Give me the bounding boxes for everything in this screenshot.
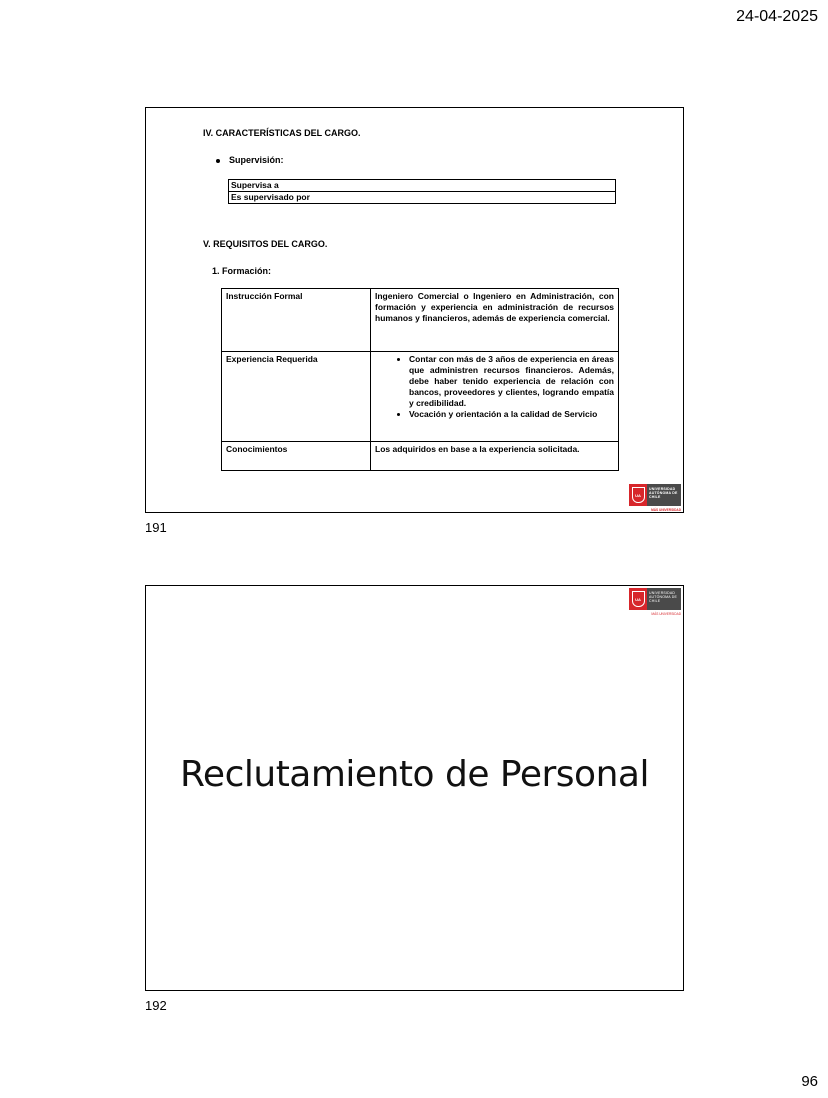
page-number: 96 [801,1073,818,1090]
requirement-text: Los adquiridos en base a la experiencia solicitada. [371,442,619,471]
section-heading-v: V. REQUISITOS DEL CARGO. [203,239,328,249]
logo-tagline: MÁS UNIVERSIDAD [651,508,681,512]
supervision-bullet [216,155,284,165]
supervision-cell: Es supervisado por [229,192,616,204]
requirements-table [221,288,619,471]
table-row [222,289,619,352]
shield-letters: UA [632,591,645,607]
list-item: • Vocación y orientación a la calidad de Servicio [409,409,614,420]
page-date: 24-04-2025 [736,8,818,25]
slide-191 [145,107,684,513]
requirement-bullets [371,352,619,442]
requirement-label: Conocimientos [222,442,371,471]
requirement-label: Instrucción Formal [222,289,371,352]
section-heading-iv: IV. CARACTERÍSTICAS DEL CARGO. [203,128,361,138]
slide-number: 191 [145,520,167,535]
bullet-dot-icon [216,159,220,163]
university-logo [629,484,681,512]
table-row [222,352,619,442]
university-logo [629,588,681,616]
requirement-text: Ingeniero Comercial o Ingeniero en Administración, con formación y experiencia en administración de recursos humanos y financieros, además de experiencia comercial. [371,289,619,352]
logo-text: UNIVERSIDAD AUTÓNOMA DE CHILE [647,588,681,610]
supervision-label: Supervisión: [229,155,284,165]
list-item: • Contar con más de 3 años de experiencia en áreas que administren recursos financieros. Además, debe haber tenido experiencia de relación con bancos, proveedores y clientes, logrando empatía y credibilidad. [409,354,614,409]
slide-192 [145,585,684,991]
slide-number: 192 [145,998,167,1013]
requirement-label: Experiencia Requerida [222,352,371,442]
shield-letters: UA [632,487,645,503]
supervision-cell: Supervisa a [229,180,616,192]
slide-title: Reclutamiento de Personal [180,754,649,795]
logo-tagline: MÁS UNIVERSIDAD [651,612,681,616]
table-row [222,442,619,471]
shield-icon [629,484,647,506]
formacion-label: 1. Formación: [212,266,272,276]
table-row [229,192,616,204]
supervision-table [228,179,616,204]
table-row [229,180,616,192]
shield-icon [629,588,647,610]
logo-text: UNIVERSIDAD AUTÓNOMA DE CHILE [647,484,681,506]
